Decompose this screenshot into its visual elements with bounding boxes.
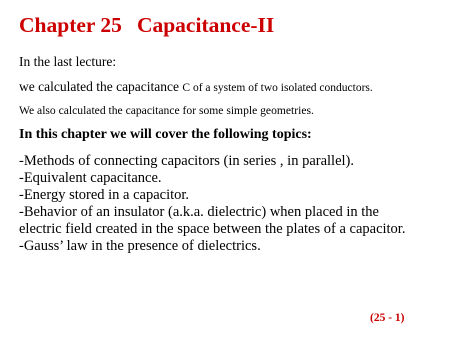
- slide-title: [19, 12, 274, 38]
- topic-item: -Behavior of an insulator (a.k.a. dielectric) when placed in the: [19, 204, 379, 220]
- topic-item: -Equivalent capacitance.: [19, 170, 162, 186]
- page-number: (25 - 1): [370, 312, 405, 324]
- calculated-prefix: we calculated the capacitance: [19, 79, 183, 94]
- last-lecture-label: In the last lecture:: [19, 54, 117, 69]
- topic-item: electric field created in the space between the plates of a capacitor.: [19, 221, 406, 237]
- topic-item: -Methods of connecting capacitors (in series , in parallel).: [19, 153, 354, 169]
- chapter-topic: Capacitance-II: [136, 13, 275, 37]
- also-calculated-line: We also calculated the capacitance for some simple geometries.: [19, 104, 314, 117]
- topic-item: -Energy stored in a capacitor.: [19, 187, 190, 203]
- topic-item: -Gauss’ law in the presence of dielectrics.: [19, 238, 261, 254]
- chapter-label: Chapter 25: [19, 13, 122, 37]
- topics-list: [19, 153, 405, 255]
- topics-heading: In this chapter we will cover the following topics:: [19, 127, 312, 142]
- calculated-suffix: C of a system of two isolated conductors.: [182, 82, 373, 94]
- calculated-capacitance-line: [19, 78, 373, 97]
